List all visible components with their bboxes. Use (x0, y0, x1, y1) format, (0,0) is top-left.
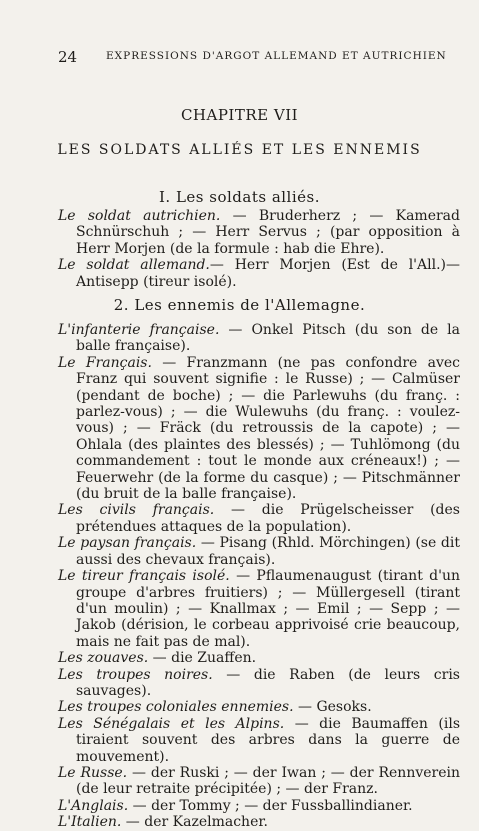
entry-text: — die Baumaffen (ils tiraient souvent des arbres dans la guerre de mouvement). (76, 715, 460, 765)
entry-term: Le Russe. (58, 764, 128, 781)
glossary-entry (58, 667, 460, 700)
entry-term: Les troupes coloniales ennemies. (58, 699, 294, 716)
entry-text: — Pisang (Rhld. Mörchingen) (se dit aussi des chevaux français). (76, 535, 460, 568)
glossary-entry (58, 257, 460, 290)
entry-term: Le Français. (58, 354, 152, 371)
glossary-entry (58, 322, 460, 355)
entry-term: Les zouaves. (58, 650, 149, 667)
entry-term: Le tireur français isolé. (58, 568, 230, 585)
entry-text: — Onkel Pitsch (du son de la balle française). (76, 322, 460, 355)
entry-term: L'Italien. (58, 814, 122, 831)
entry-text: — die Zuaffen. (148, 650, 257, 667)
entry-text: — die Prügelscheisser (des prétendues attaques de la population). (76, 502, 460, 535)
glossary-entry (58, 798, 460, 814)
entry-text: — Gesoks. (293, 699, 372, 716)
glossary-entry (58, 502, 460, 535)
running-title: EXPRESSIONS D'ARGOT ALLEMAND ET AUTRICHIEN (106, 50, 447, 62)
entry-term: Les Sénégalais et les Alpins. (58, 715, 285, 732)
section-entries-enemies (58, 322, 460, 831)
section-title-allies: I. Les soldats alliés. (158, 188, 320, 206)
glossary-entry (58, 355, 460, 503)
entry-text: — Franzmann (ne pas confondre avec Franz qui souvent signifie : le Russe) ; — Calmüser (pendant de boche) ; — die Parlewuhs (du franç. : parlez-vous) ; — die Wulewuhs (du franç. : voulez-vous) ; — Fräck (du retroussis de la capote) ; — Ohlala (des plaintes des blessés) ; — Tuhlömong (du commandement : tout le monde aux créneaux!) ; — Feuerwehr (de la forme du casque) ; — Pitschmänner (du bruit de la balle française). (76, 354, 460, 503)
entry-term: Les civils français. (58, 502, 215, 519)
entry-term: Le paysan français. (58, 535, 197, 552)
glossary-entry (58, 568, 460, 650)
glossary-entry (58, 716, 460, 765)
chapter-number: CHAPITRE VII (180, 106, 299, 124)
section-title-enemies: 2. Les ennemis de l'Allemagne. (113, 296, 366, 314)
section-entries-allies (58, 208, 460, 290)
glossary-entry (58, 814, 460, 830)
entry-text: — Herr Morjen (Est de l'All.)— Antisepp (tireur isolé). (76, 257, 460, 290)
entry-term: Les troupes noires. (58, 666, 213, 683)
glossary-entry (58, 535, 460, 568)
entry-term: Le soldat allemand. (58, 257, 210, 274)
entry-text: — Pflaumenaugust (tirant d'un groupe d'arbres fruitiers) ; — Müllergesell (tirant d'un moulin) ; — Knallmax ; — Emil ; — Sepp ; — Jakob (dérision, le corbeau apprivoisé crie beaucoup, mais ne fait pas de mal). (76, 568, 460, 650)
glossary-entry (58, 765, 460, 798)
entry-text: — der Tommy ; — der Fussballindianer. (128, 797, 413, 814)
entry-text: — die Raben (de leurs cris sauvages). (76, 666, 460, 699)
entry-term: L'Anglais. (58, 797, 129, 814)
entry-term: Le soldat autrichien. (58, 208, 221, 224)
glossary-entry (58, 699, 460, 715)
glossary-entry (58, 650, 460, 666)
glossary-entry (58, 208, 460, 257)
entry-text: — der Kazelmacher. (121, 814, 268, 831)
page-number: 24 (58, 48, 78, 66)
entry-text: — Bruderherz ; — Kamerad Schnürschuh ; — Herr Servus ; (par opposition à Herr Morjen (de la formule : hab die Ehre). (76, 208, 460, 257)
chapter-title: LES SOLDATS ALLIÉS ET LES ENNEMIS (57, 142, 422, 158)
entry-term: L'infanterie française. (58, 322, 220, 338)
entry-text: — der Ruski ; — der Iwan ; — der Rennverein (de leur retraite précipitée) ; — der Franz. (76, 764, 461, 798)
